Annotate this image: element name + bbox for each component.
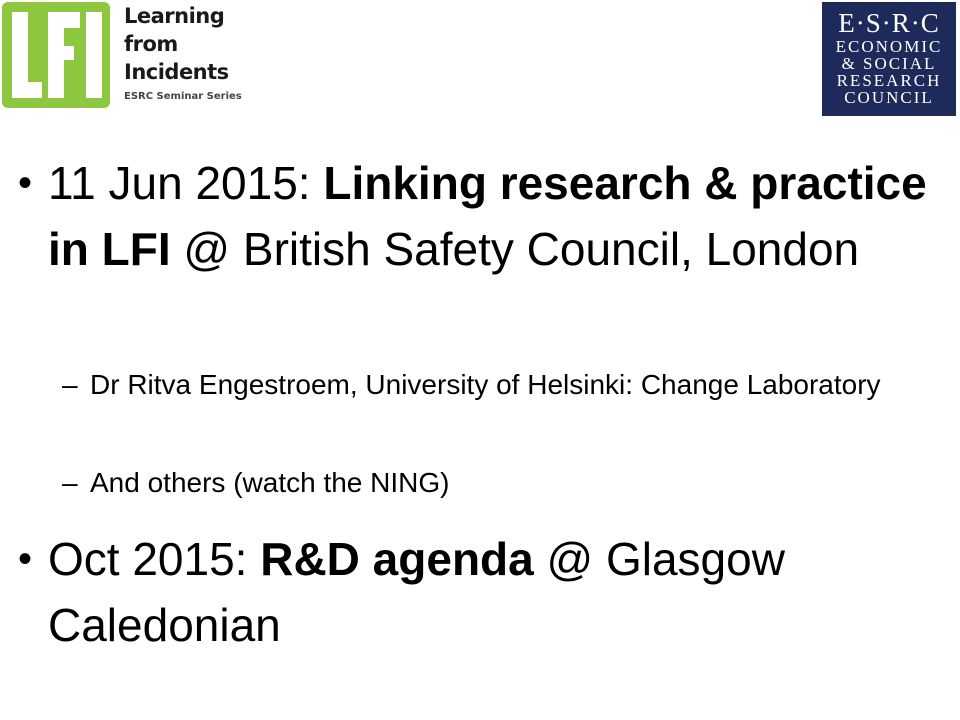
lfi-badge-letters xyxy=(2,2,110,108)
esrc-line-3: RESEARCH xyxy=(836,71,942,90)
bullet-venue: @ British Safety Council, London xyxy=(170,223,860,275)
sub-item-1 xyxy=(62,366,890,404)
lfi-line-2: from xyxy=(124,32,178,56)
bullet-item-2 xyxy=(18,526,928,658)
sub-marker: – xyxy=(62,369,78,400)
bullet-item-1 xyxy=(18,150,928,282)
bullet-title: Linking research & practice in LFI xyxy=(48,157,927,275)
sub-marker: – xyxy=(62,467,78,498)
lfi-subtitle: ESRC Seminar Series xyxy=(124,91,242,102)
sub-item-text: And others (watch the NING) xyxy=(90,467,450,498)
esrc-line-1: ECONOMIC xyxy=(835,37,943,56)
esrc-logo xyxy=(822,2,956,116)
lfi-line-1: Learning xyxy=(124,4,225,28)
bullet-date: 11 Jun 2015: xyxy=(48,157,324,209)
sub-item-2 xyxy=(62,464,890,502)
esrc-line-4: COUNCIL xyxy=(844,88,934,107)
bullet-marker: • xyxy=(18,537,33,581)
bullet-title: R&D agenda xyxy=(260,533,534,585)
esrc-line-2: & SOCIAL xyxy=(841,54,937,73)
lfi-badge xyxy=(2,2,110,108)
esrc-title: E·S·R·C xyxy=(838,8,940,38)
bullet-date: Oct 2015: xyxy=(48,533,261,585)
lfi-logo xyxy=(2,2,252,112)
sub-item-text: Dr Ritva Engestroem, University of Helsinki: Change Laboratory xyxy=(90,369,881,400)
lfi-wordmark xyxy=(124,2,242,104)
bullet-venue: @ Glasgow Caledonian xyxy=(48,533,785,651)
bullet-marker: • xyxy=(18,161,33,205)
lfi-line-3: Incidents xyxy=(124,60,229,84)
